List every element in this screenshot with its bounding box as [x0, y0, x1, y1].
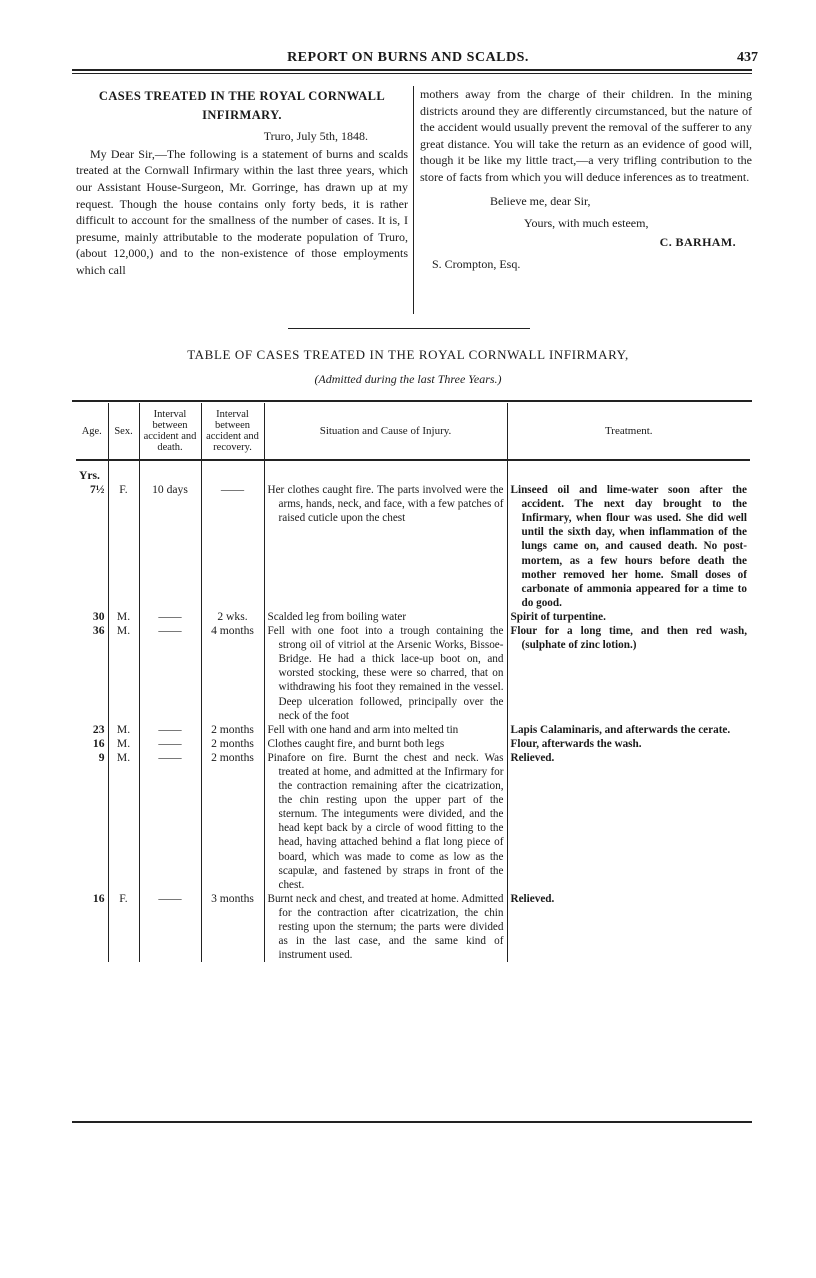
col-header-cause: Situation and Cause of Injury. — [264, 403, 507, 460]
letter-closing-1: Believe me, dear Sir, — [490, 193, 591, 208]
table-row — [76, 624, 750, 723]
table-row — [76, 751, 750, 892]
col-header-recovery: Interval between accident and recovery. — [201, 403, 264, 460]
row-recovery-interval: 2 months — [201, 751, 264, 892]
table-row — [76, 892, 750, 962]
row-cause: Fell with one foot into a trough containing the strong oil of vitriol at the Arsenic Works, Bissoe-Bridge. He had a thick lace-up boot on, and worsted stocking, these were so charred, that on withdrawing his foot they remained in the vessel. Deep ulceration followed, principally over the neck of the foot — [264, 624, 507, 723]
row-age: 9 — [76, 751, 108, 892]
row-sex: M. — [108, 624, 139, 723]
row-sex: F. — [108, 892, 139, 962]
table-row — [76, 723, 750, 737]
col-header-sex: Sex. — [108, 403, 139, 460]
row-sex: M. — [108, 723, 139, 737]
letter-signature: C. BARHAM. — [659, 234, 736, 249]
row-cause: Fell with one hand and arm into melted tin — [264, 723, 507, 737]
row-recovery-interval: 2 months — [201, 737, 264, 751]
table-title: TABLE OF CASES TREATED IN THE ROYAL CORNWALL INFIRMARY, — [187, 347, 629, 362]
table-unit-row — [76, 460, 750, 483]
row-death-interval: —— — [139, 723, 201, 737]
row-sex: M. — [108, 751, 139, 892]
column-divider — [413, 86, 414, 314]
row-age: 23 — [76, 723, 108, 737]
row-death-interval: —— — [139, 610, 201, 624]
row-recovery-interval: 3 months — [201, 892, 264, 962]
row-cause: Clothes caught fire, and burnt both legs — [264, 737, 507, 751]
letter-addressee: S. Crompton, Esq. — [432, 257, 521, 272]
running-title: REPORT ON BURNS AND SCALDS. — [287, 50, 529, 65]
row-age: 16 — [76, 892, 108, 962]
row-death-interval: —— — [139, 892, 201, 962]
unit-label: Yrs. — [76, 460, 108, 483]
row-age: 36 — [76, 624, 108, 723]
row-age: 7½ — [76, 483, 108, 610]
table-top-rule — [72, 400, 752, 402]
table-bottom-rule — [72, 1121, 752, 1123]
table-row — [76, 610, 750, 624]
row-sex: M. — [108, 610, 139, 624]
header-rule-thin — [72, 73, 752, 74]
col-header-age: Age. — [76, 403, 108, 460]
row-treatment: Spirit of turpentine. — [510, 610, 606, 623]
row-recovery-interval: 2 months — [201, 723, 264, 737]
col-header-death: Interval between accident and death. — [139, 403, 201, 460]
row-recovery-interval: 2 wks. — [201, 610, 264, 624]
row-death-interval: 10 days — [139, 483, 201, 610]
col-header-treatment: Treatment. — [507, 403, 750, 460]
table-subtitle: (Admitted during the last Three Years.) — [314, 372, 502, 386]
row-cause: Burnt neck and chest, and treated at home. Admitted for the contraction after cicatrization, the chin resting upon the sternum; the parts were divided as in the last case, and the same kind of instrument used. — [264, 892, 507, 962]
row-death-interval: —— — [139, 737, 201, 751]
table-row — [76, 737, 750, 751]
row-treatment: Relieved. — [510, 751, 555, 764]
letter-dateline: Truro, July 5th, 1848. — [263, 129, 368, 144]
letter-body-right: mothers away from the charge of their children. In the mining districts around they are differently circumstanced, but the nature of the accident would usually prevent the removal of the sufferer to any great distance. You will take the return as an evidence of good will, though it be like my little tract,—a very trifling contribution to the store of facts from which you will deduce inferences as to treatment. — [420, 87, 752, 184]
letter-left-column — [76, 88, 408, 279]
letter-heading-line1: CASES TREATED IN THE ROYAL CORNWALL — [98, 89, 386, 103]
row-treatment: Lapis Calaminaris, and afterwards the cerate. — [510, 723, 731, 736]
row-treatment: Linseed oil and lime-water soon after the accident. The next day brought to the Infirmary, when flour was used. She did well until the sixth day, when inflammation of the lungs came on, and caused death. No post-mortem, as a few hours before death the mother removed her home. Small doses of carbonate of ammonia appeared for a time to do good. — [510, 484, 747, 609]
row-recovery-interval: 4 months — [201, 624, 264, 723]
letter-closing-2: Yours, with much esteem, — [524, 216, 649, 231]
row-cause: Scalded leg from boiling water — [264, 610, 507, 624]
row-cause: Her clothes caught fire. The parts involved were the arms, hands, neck, and face, with a few patches of raised cuticle upon the chest — [264, 483, 507, 610]
page-number: 437 — [737, 50, 758, 65]
table-header-row — [76, 403, 750, 460]
cases-table — [76, 403, 750, 962]
row-recovery-interval: —— — [201, 483, 264, 610]
row-treatment: Flour, afterwards the wash. — [510, 737, 642, 750]
row-age: 16 — [76, 737, 108, 751]
row-treatment: Flour for a long time, and then red wash, (sulphate of zinc lotion.) — [510, 625, 747, 652]
row-sex: F. — [108, 483, 139, 610]
section-rule — [288, 328, 530, 329]
row-cause: Pinafore on fire. Burnt the chest and neck. Was treated at home, and admitted at the Infirmary for the contraction remaining after the cicatrization, the chin resting upon the upper part of the sternum. The integuments were divided, and the head kept back by a circle of wood fitting to the head, having attached behind a flat long piece of board, which was made to come as low as the scapulæ, and fastened by straps in front of the chest. — [264, 751, 507, 892]
letter-body-left: My Dear Sir,—The following is a statement of burns and scalds treated at the Cornwall Infirmary within the last three years, which our Assistant House-Surgeon, Mr. Gorringe, has drawn up at my request. Though the house contains only forty beds, it is rather difficult to account for the smallness of the number of cases. It is, I presume, mainly attributable to the moderate population of Truro, (about 12,000,) and to the non-existence of those employments which call — [76, 146, 408, 277]
row-treatment: Relieved. — [510, 892, 555, 905]
letter-heading-line2: INFIRMARY. — [202, 107, 282, 122]
table-row — [76, 483, 750, 610]
row-age: 30 — [76, 610, 108, 624]
row-death-interval: —— — [139, 751, 201, 892]
row-sex: M. — [108, 737, 139, 751]
row-death-interval: —— — [139, 624, 201, 723]
letter-right-column — [420, 86, 752, 273]
header-rule — [72, 69, 752, 71]
